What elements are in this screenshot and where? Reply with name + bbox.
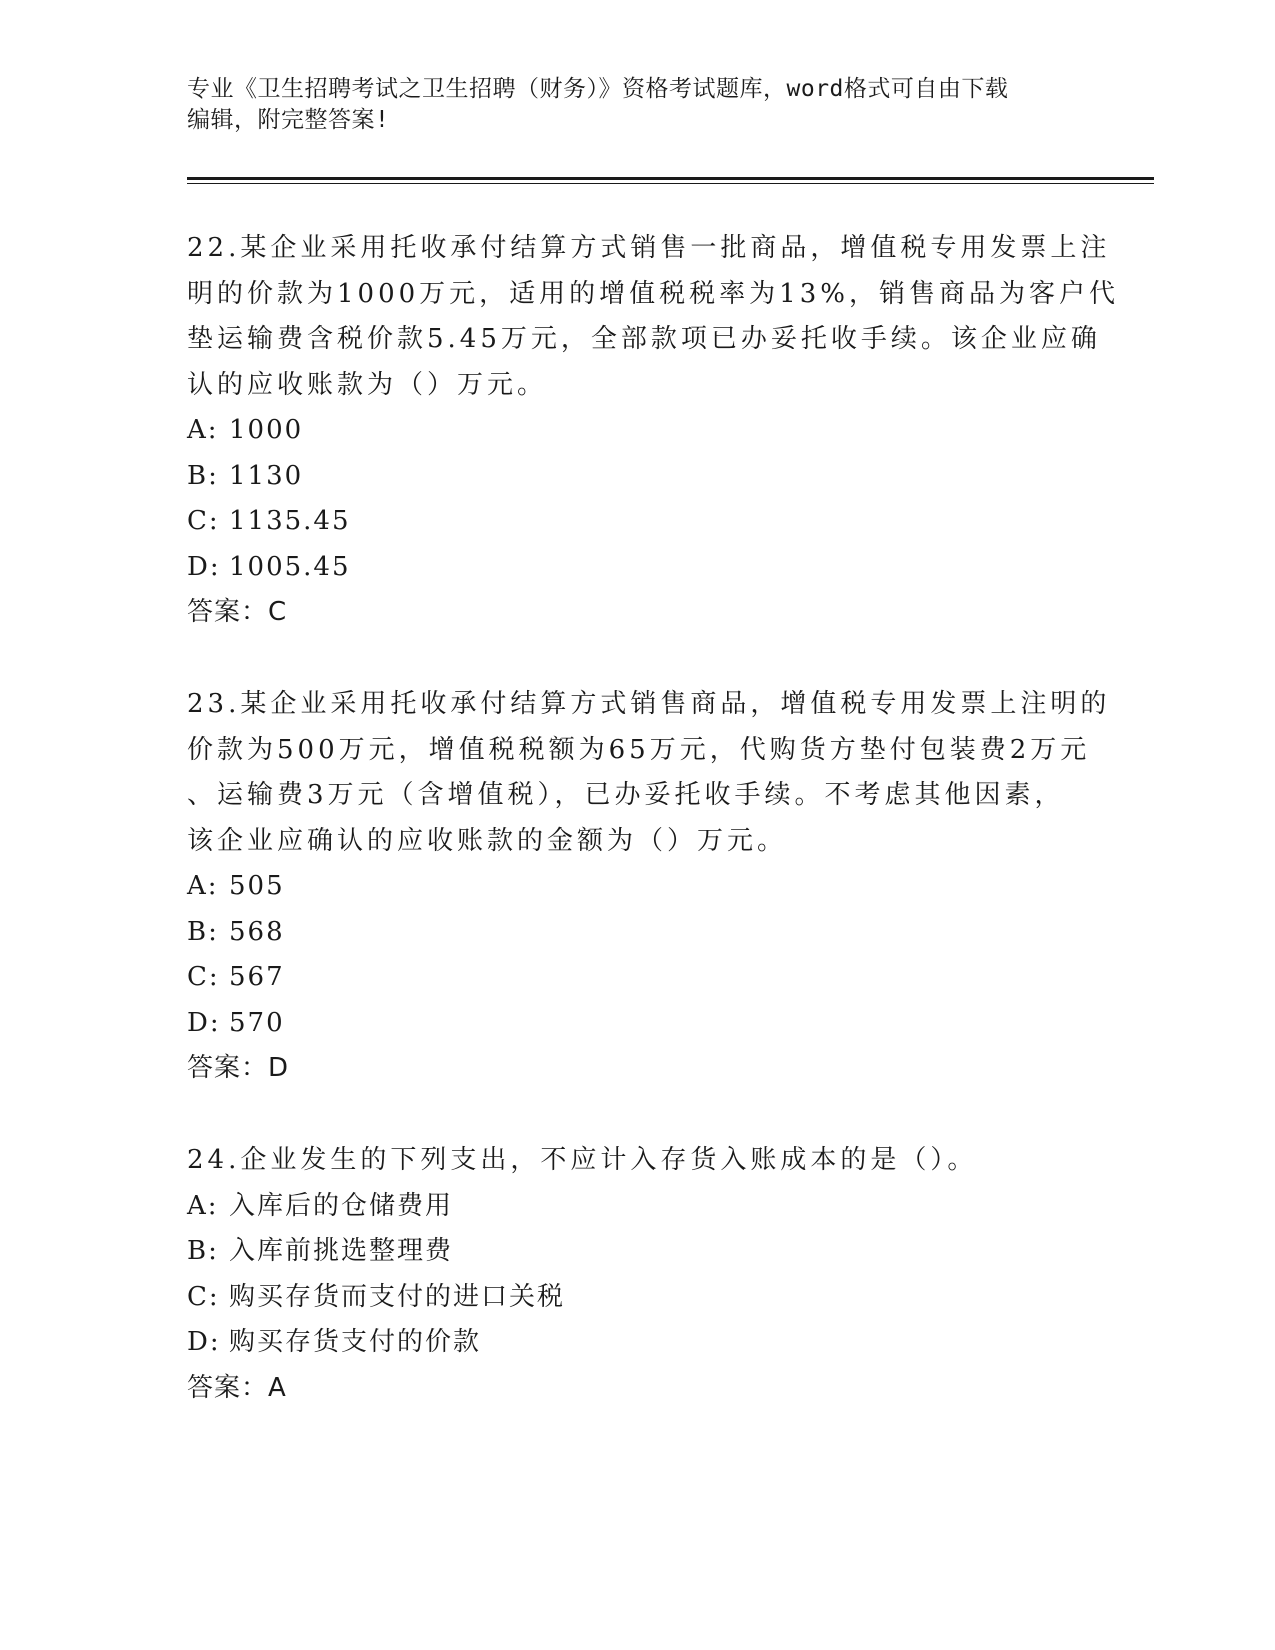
option-text: 入库前挑选整理费: [229, 1236, 454, 1266]
header-divider-thin: [187, 183, 1154, 184]
option-c: [187, 499, 1087, 545]
option-text: 568: [229, 916, 285, 947]
question-text: 明的价款为1000万元，适用的增值税税率为13%，销售商品为客户代: [187, 278, 1119, 309]
option-d: [187, 545, 1087, 591]
question-text: 、运输费3万元（含增值税），已办妥托收手续。不考虑其他因素，: [187, 780, 1065, 810]
option-text: 购买存货而支付的进口关税: [229, 1281, 566, 1312]
option-d: [187, 1001, 1087, 1047]
option-text: 1135.45: [229, 506, 351, 536]
option-a: [187, 408, 1087, 454]
option-label: B:: [187, 460, 219, 491]
option-label: D:: [187, 551, 221, 582]
answer: 答案：A: [187, 1372, 287, 1403]
option-c: [187, 1275, 1087, 1321]
option-text: 购买存货支付的价款: [229, 1327, 482, 1357]
question-22: [187, 226, 1119, 636]
header-line: 编辑，附完整答案!: [187, 107, 390, 133]
option-a: [187, 1184, 1087, 1230]
header-divider: [187, 177, 1154, 180]
option-b: [187, 1229, 1087, 1275]
question-23: [187, 682, 1111, 1092]
option-text: 570: [229, 1007, 285, 1038]
answer: 答案：D: [187, 1053, 290, 1083]
option-text: 505: [229, 871, 285, 901]
option-label: C:: [187, 962, 220, 992]
option-label: B:: [187, 1236, 219, 1266]
question-text: 23.某企业采用托收承付结算方式销售商品，增值税专用发票上注明的: [187, 689, 1111, 719]
option-label: C:: [187, 1281, 220, 1312]
option-label: A:: [187, 415, 219, 445]
option-label: D:: [187, 1007, 221, 1038]
question-text: 价款为500万元，增值税税额为65万元，代购货方垫付包装费2万元: [187, 734, 1091, 765]
question-text: 22.某企业采用托收承付结算方式销售一批商品，增值税专用发票上注: [187, 233, 1111, 263]
option-label: C:: [187, 506, 220, 536]
question-text: 垫运输费含税价款5.45万元，全部款项已办妥托收手续。该企业应确: [187, 324, 1101, 354]
option-d: [187, 1320, 1087, 1366]
option-a: [187, 864, 1087, 910]
option-b: [187, 910, 1087, 956]
option-b: [187, 454, 1087, 500]
question-text: 认的应收账款为（）万元。: [187, 369, 548, 400]
option-c: [187, 955, 1087, 1001]
option-text: 1000: [229, 415, 304, 445]
option-text: 1130: [229, 460, 304, 491]
header-line: 专业《卫生招聘考试之卫生招聘（财务）》资格考试题库，word格式可自由下载: [187, 76, 1009, 102]
option-label: B:: [187, 916, 219, 947]
option-text: 567: [229, 962, 285, 992]
question-text: 该企业应确认的应收账款的金额为（）万元。: [187, 825, 788, 856]
option-text: 1005.45: [229, 551, 351, 582]
option-label: A:: [187, 871, 219, 901]
option-label: D:: [187, 1327, 221, 1357]
question-text: 24.企业发生的下列支出，不应计入存货入账成本的是（）。: [187, 1145, 978, 1175]
question-24: [187, 1138, 1087, 1411]
option-label: A:: [187, 1190, 219, 1221]
document-header: [187, 74, 1087, 136]
option-text: 入库后的仓储费用: [229, 1190, 454, 1221]
answer: 答案：C: [187, 597, 288, 627]
